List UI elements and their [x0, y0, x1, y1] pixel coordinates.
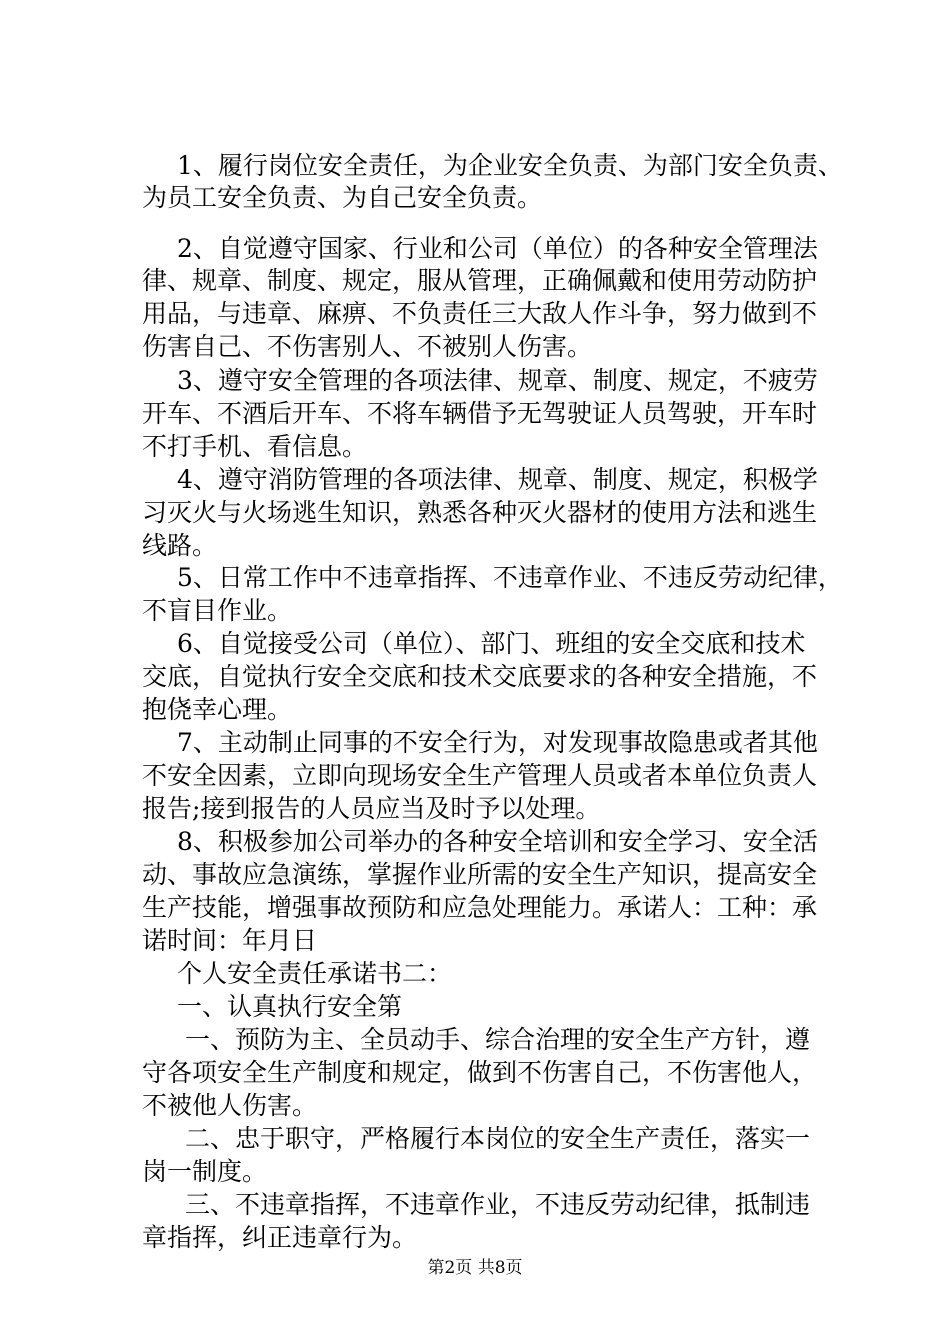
text-line: 生产技能，增强事故预防和应急处理能力。承诺人：工种：承 [142, 893, 818, 922]
text-line: 守各项安全生产制度和规定，做到不伤害自己，不伤害他人， [142, 1058, 818, 1087]
text-line: 2、自觉遵守国家、行业和公司（单位）的各种安全管理法 [177, 234, 818, 263]
text-line: 一、认真执行安全第 [177, 992, 403, 1021]
text-line: 不盲目作业。 [142, 596, 293, 625]
text-line: 交底，自觉执行安全交底和技术交底要求的各种安全措施，不 [142, 662, 818, 691]
text-line: 不被他人伤害。 [142, 1091, 318, 1120]
text-line: 线路。 [142, 531, 218, 560]
text-line: 章指挥，纠正违章行为。 [142, 1223, 418, 1252]
text-line: 抱侥幸心理。 [142, 695, 293, 724]
text-line: 8、积极参加公司举办的各种安全培训和安全学习、安全活 [177, 827, 818, 856]
text-line: 开车、不酒后开车、不将车辆借予无驾驶证人员驾驶，开车时 [142, 399, 818, 428]
text-line: 岗一制度。 [142, 1157, 268, 1186]
text-line: 一、预防为主、全员动手、综合治理的安全生产方针，遵 [185, 1025, 811, 1054]
section-heading: 个人安全责任承诺书二： [177, 959, 453, 988]
page-number-footer: 第2页 共8页 [427, 1258, 523, 1278]
text-line: 用品，与违章、麻痹、不负责任三大敌人作斗争，努力做到不 [142, 299, 818, 328]
text-line: 为员工安全负责、为自己安全负责。 [142, 183, 543, 212]
text-line: 3、遵守安全管理的各项法律、规章、制度、规定，不疲劳 [177, 366, 818, 395]
text-line: 二、忠于职守，严格履行本岗位的安全生产责任，落实一 [185, 1124, 811, 1153]
text-line: 三、不违章指挥，不违章作业，不违反劳动纪律，抵制违 [185, 1190, 811, 1219]
text-line: 报告;接到报告的人员应当及时予以处理。 [142, 794, 601, 823]
text-line: 伤害自己、不伤害别人、不被别人伤害。 [142, 332, 593, 361]
text-line: 不打手机、看信息。 [142, 432, 368, 461]
text-line: 4、遵守消防管理的各项法律、规章、制度、规定，积极学 [177, 465, 818, 494]
text-line: 7、主动制止同事的不安全行为，对发现事故隐患或者其他 [177, 728, 818, 757]
text-line: 诺时间：年月日 [142, 926, 318, 955]
text-line: 律、规章、制度、规定，服从管理，正确佩戴和使用劳动防护 [142, 266, 818, 295]
text-line: 5、日常工作中不违章指挥、不违章作业、不违反劳动纪律， [177, 563, 843, 592]
text-line: 习灭火与火场逃生知识，熟悉各种灭火器材的使用方法和逃生 [142, 498, 818, 527]
text-line: 1、履行岗位安全责任，为企业安全负责、为部门安全负责、 [177, 151, 843, 180]
text-line: 不安全因素，立即向现场安全生产管理人员或者本单位负责人 [142, 761, 818, 790]
text-line: 6、自觉接受公司（单位）、部门、班组的安全交底和技术 [177, 629, 806, 658]
text-line: 动、事故应急演练，掌握作业所需的安全生产知识，提高安全 [142, 860, 818, 889]
